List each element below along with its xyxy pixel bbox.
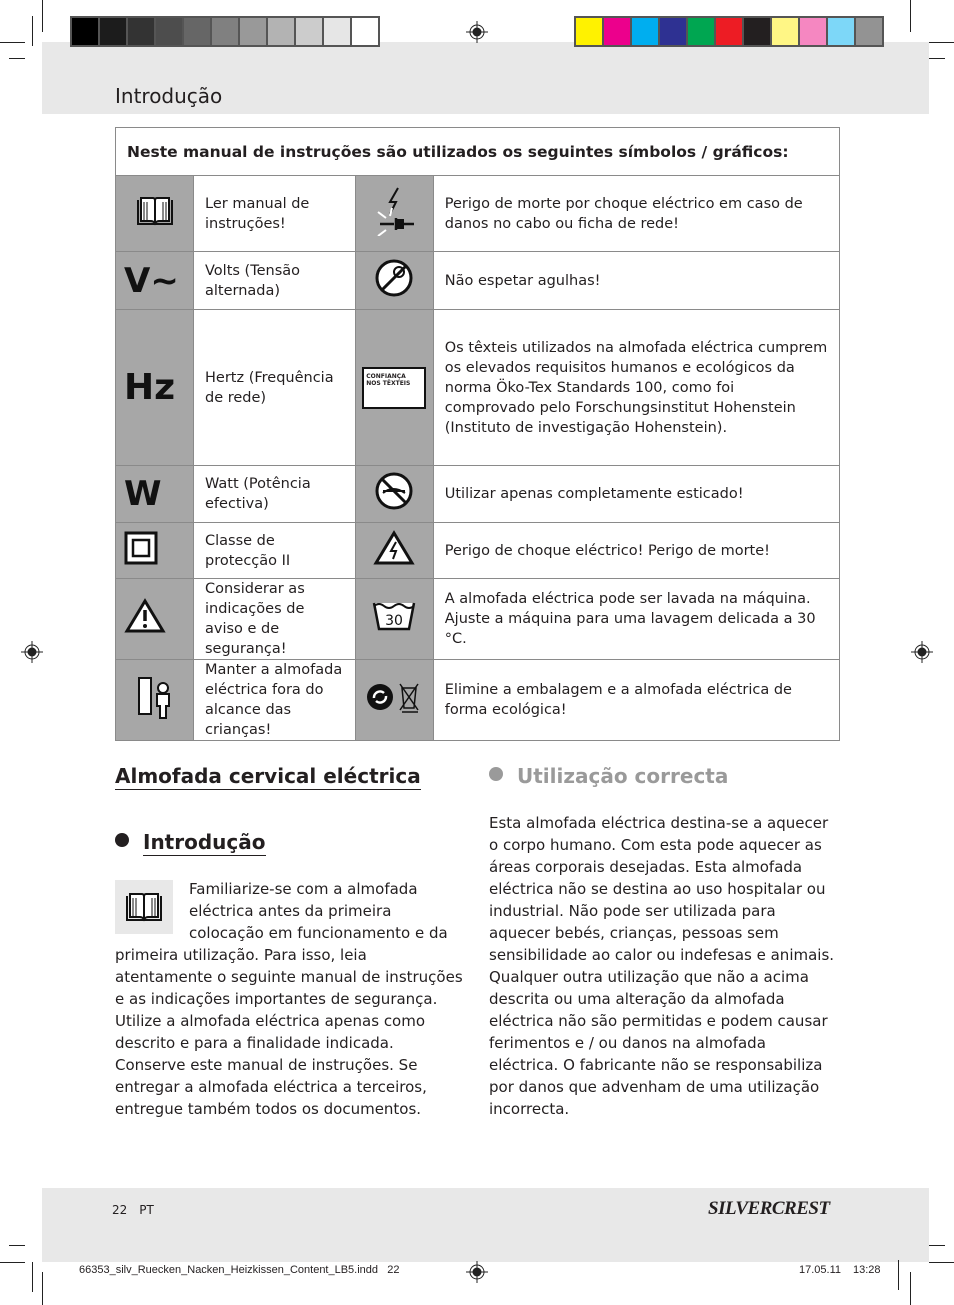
registration-mark-icon [911,641,933,663]
registration-mark-icon [466,1261,488,1283]
crop-mark [9,1245,25,1246]
symbol-description: Hertz (Frequência de rede) [194,310,356,466]
symbol-description: Perigo de choque eléctrico! Perigo de morte! [433,523,839,579]
print-date: 17.05.11 [799,1264,842,1276]
color-swatch [828,18,854,45]
color-swatch [240,18,266,45]
color-swatch [156,18,182,45]
crop-mark [32,16,33,46]
color-swatch [632,18,658,45]
color-swatch [268,18,294,45]
damaged-cable-icon [355,176,433,252]
symbol-description: Watt (Potência efectiva) [194,466,356,523]
symbol-description: Utilizar apenas completamente esticado! [433,466,839,523]
electric-shock-warning-icon [355,523,433,579]
wash-30-icon [355,579,433,660]
volts-symbol: V~ [116,252,194,310]
intro-text: Familiarize-se com a almofada eléctrica antes da primeira colocação em funcionamento e da primeira utilização. Para isso, leia atentamente o seguinte manual de instruções e as indicações importantes de segurança. Utilize a almofada eléctrica apenas como descrito e para a finalidade indicada. Conserve este manual de instruções. Se entregar a almofada eléctrica a terceiros, entregue também todos os documentos. [115,880,463,1118]
page-number-text: 22 [112,1203,128,1217]
color-swatch [184,18,210,45]
product-title [115,764,421,788]
bullet-icon [489,767,503,781]
crop-mark [0,42,25,43]
color-swatch [744,18,770,45]
symbol-description: Ler manual de instruções! [194,176,356,252]
color-swatch [128,18,154,45]
symbol-description: Volts (Tensão alternada) [194,252,356,310]
page-number [112,1203,154,1217]
crop-mark [9,58,25,59]
process-color-bar [574,16,884,47]
color-swatch [352,18,378,45]
color-swatch [324,18,350,45]
crop-mark [929,1262,954,1263]
symbols-table-heading: Neste manual de instruções são utilizados os seguintes símbolos / gráficos: [116,128,840,176]
print-time: 13:28 [853,1264,881,1276]
usage-paragraph: Esta almofada eléctrica destina-se a aquecer o corpo humano. Com esta pode aquecer as áreas corporais desejadas. Esta almofada eléctrica não se destina ao uso hospitalar ou industrial. Não pode ser utilizada para aquecer bebés, crianças, pessoas sem sensibilidade ao calor ou indefesas e animais. Qualquer outra utilização que não a acima descrita ou uma alteração da almofada eléctrica não são permitidas e podem causar ferimentos e / ou danos na almofada eléctrica. O fabricante não se responsabiliza por danos que advenham de uma utilização incorrecta. [489,814,835,1118]
watt-symbol: W [116,466,194,523]
crop-mark [929,58,945,59]
registration-mark-icon [21,641,43,663]
symbol-description: Classe de protecção II [194,523,356,579]
symbols-table [115,127,840,741]
hertz-symbol: Hz [116,310,194,466]
color-swatch [772,18,798,45]
oeko-tex-label [355,310,433,466]
crop-mark [32,1262,33,1292]
intro-paragraph [115,878,467,1120]
color-swatch [604,18,630,45]
oeko-tex-label-text: CONFIANÇA NOS TÊXTEIS [362,367,426,409]
book-icon [116,176,194,252]
symbol-description: Perigo de morte por choque eléctrico em caso de danos no cabo ou ficha de rede! [433,176,839,252]
silvercrest-logo: SILVERCREST [708,1198,830,1219]
registration-mark-icon [466,21,488,43]
color-swatch [660,18,686,45]
warning-icon [116,579,194,660]
crop-mark [929,42,954,43]
no-needles-icon [355,252,433,310]
book-icon [115,880,173,934]
color-swatch [212,18,238,45]
crop-mark [910,0,911,32]
color-swatch [856,18,882,45]
crop-mark [42,0,43,32]
color-swatch [576,18,602,45]
grayscale-color-bar [70,16,380,47]
print-timestamp [799,1264,881,1276]
crop-mark [42,1272,43,1305]
crop-mark [929,1245,945,1246]
section-heading-utilizacao [489,764,728,788]
symbol-description: Considerar as indicações de aviso e de segurança! [194,579,356,660]
no-folded-icon [355,466,433,523]
symbol-description: Elimine a embalagem e a almofada eléctrica de forma ecológica! [433,660,839,741]
page-title: Introdução [115,84,223,108]
class-ii-icon [116,523,194,579]
crop-mark [898,1260,899,1290]
symbol-description: Manter a almofada eléctrica fora do alcance das crianças! [194,660,356,741]
wash-temperature: 30 [385,613,404,629]
bullet-icon [115,833,129,847]
product-title-text: Almofada cervical eléctrica [115,764,421,788]
color-swatch [72,18,98,45]
symbol-description: Os têxteis utilizados na almofada eléctrica cumprem os elevados requisitos humanos e ecológicos da norma Öko-Tex Standards 100, como foi comprovado pelo Forschungsinstitut Hohenstein (Instituto de investigação Hohenstein). [433,310,839,466]
color-swatch [688,18,714,45]
section-title-text: Introdução [143,830,266,854]
color-swatch [296,18,322,45]
section-heading-introducao [115,830,266,854]
color-swatch [716,18,742,45]
keep-away-children-icon [116,660,194,741]
section-title-text: Utilização correcta [517,764,729,788]
recycle-disposal-icon [355,660,433,741]
crop-mark [0,1262,25,1263]
symbol-description: Não espetar agulhas! [433,252,839,310]
color-swatch [100,18,126,45]
crop-mark [910,1272,911,1305]
symbol-description: A almofada eléctrica pode ser lavada na máquina. Ajuste a máquina para uma lavagem delicada a 30 °C. [433,579,839,660]
color-swatch [800,18,826,45]
file-slug: 66353_silv_Ruecken_Nacken_Heizkissen_Content_LB5.indd 22 [79,1264,400,1276]
language-code: PT [139,1203,154,1217]
